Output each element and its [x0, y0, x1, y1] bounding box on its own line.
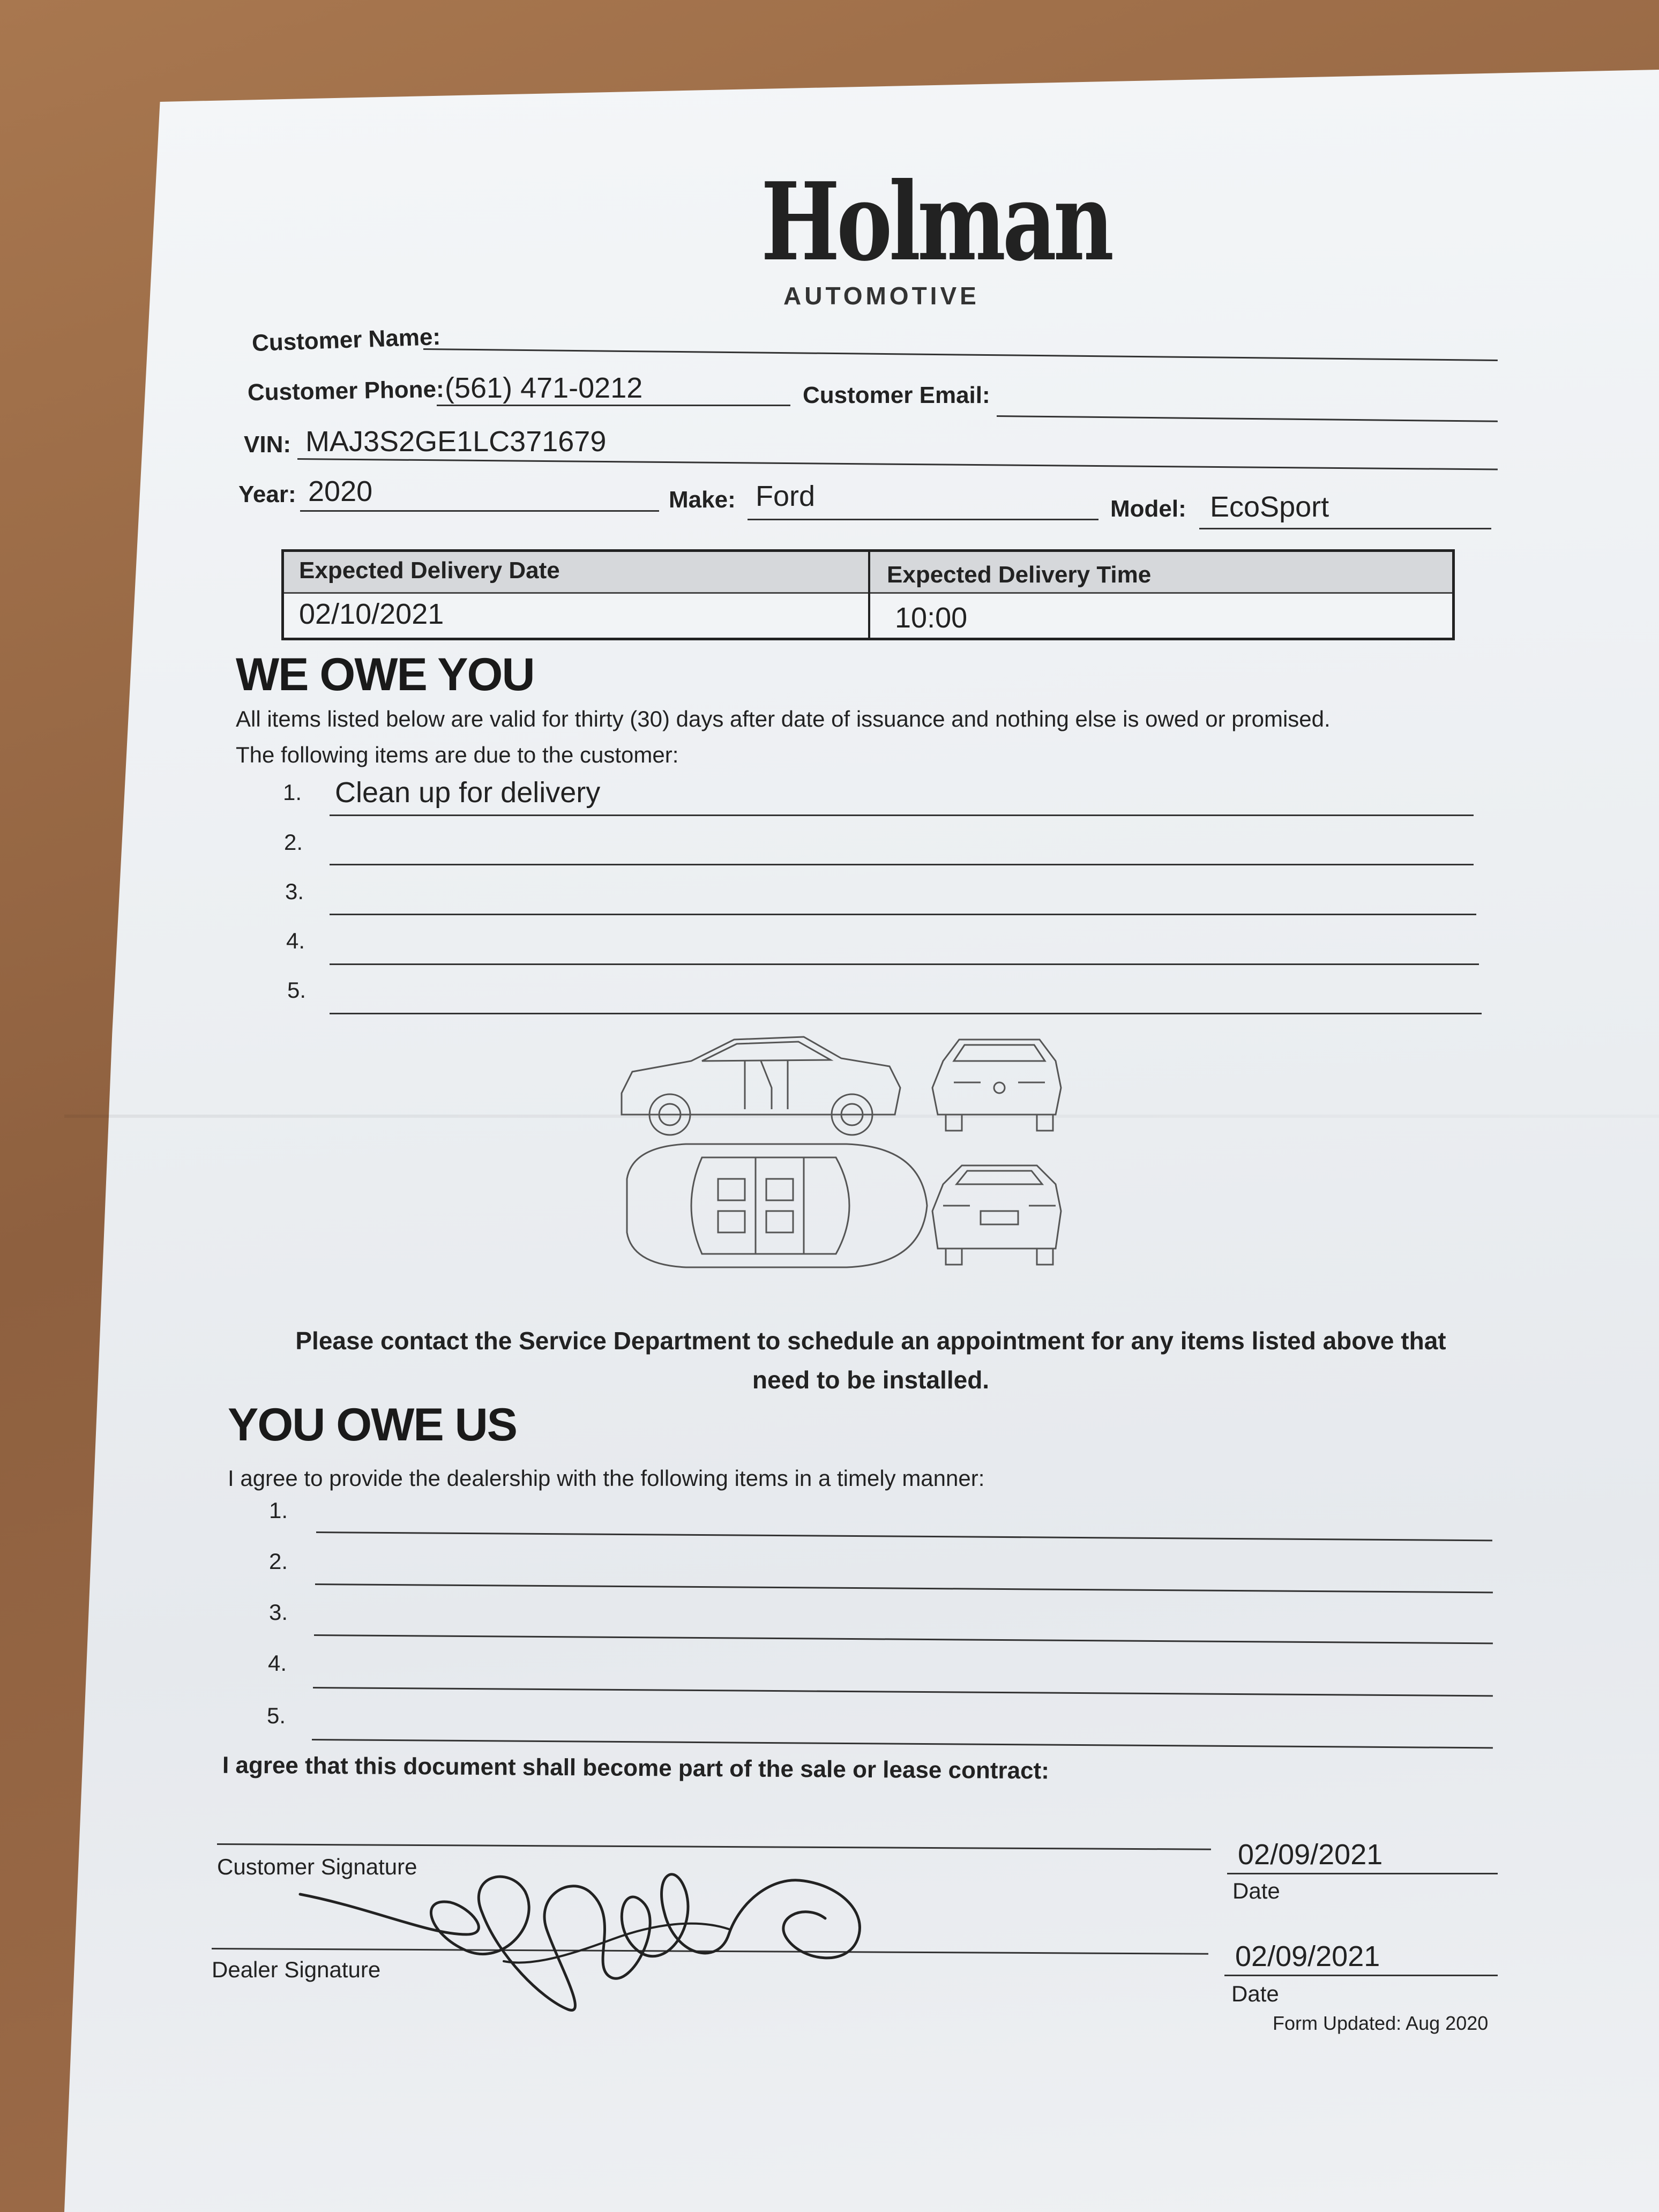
dealer-signature-label: Dealer Signature: [212, 1957, 381, 1982]
logo-wordmark: Holman: [761, 159, 1111, 285]
customer-signature-date-value: 02/09/2021: [1238, 1839, 1383, 1871]
we-owe-item-5-line: [330, 1013, 1482, 1014]
customer-email-label: Customer Email:: [803, 382, 990, 408]
agreement-text: I agree that this document shall become part of the sale or lease contract:: [222, 1752, 1050, 1784]
you-owe-us-heading: YOU OWE US: [228, 1399, 517, 1451]
car-side-view: [622, 1037, 900, 1135]
logo-subtitle: AUTOMOTIVE: [783, 282, 980, 310]
car-top-view: [627, 1144, 927, 1267]
delivery-time-label: Expected Delivery Time: [887, 562, 1152, 588]
you-owe-intro-text: I agree to provide the dealership with the following items in a timely manner:: [228, 1466, 985, 1491]
year-value: 2020: [308, 475, 373, 507]
vin-label: VIN:: [244, 431, 291, 458]
you-owe-item-3-number: 3.: [269, 1600, 288, 1625]
we-owe-you-heading: WE OWE YOU: [236, 649, 534, 700]
we-owe-intro-text: The following items are due to the customer:: [236, 742, 679, 767]
year-line: [300, 510, 659, 512]
dealer-date-label: Date: [1231, 1981, 1279, 2006]
you-owe-item-4-number: 4.: [268, 1650, 287, 1676]
make-value: Ford: [756, 480, 816, 512]
we-owe-item-3-line: [330, 914, 1476, 915]
delivery-box: [281, 549, 1455, 640]
we-owe-terms-text: All items listed below are valid for thirty (30) days after date of issuance and nothing else is owed or promised.: [236, 706, 1331, 731]
we-owe-item-1-number: 1.: [283, 780, 302, 805]
we-owe-item-4-number: 4.: [286, 928, 305, 953]
we-owe-item-1-text: Clean up for delivery: [335, 776, 601, 809]
vin-value: MAJ3S2GE1LC371679: [305, 425, 607, 458]
model-line: [1199, 528, 1491, 529]
customer-phone-value: (561) 471-0212: [445, 372, 643, 404]
delivery-date-value: 02/10/2021: [299, 598, 444, 630]
handwritten-signature: [289, 1843, 986, 2026]
customer-phone-label: Customer Phone:: [247, 376, 445, 406]
you-owe-item-5-number: 5.: [267, 1703, 286, 1728]
contact-note-line2: need to be installed.: [752, 1366, 990, 1394]
holman-logo: [761, 159, 1111, 285]
make-label: Make:: [669, 487, 736, 513]
customer-date-line: [1227, 1873, 1498, 1874]
model-value: EcoSport: [1210, 491, 1329, 523]
we-owe-item-3-number: 3.: [285, 879, 304, 904]
we-owe-item-4-line: [330, 963, 1479, 965]
customer-name-label: Customer Name:: [251, 323, 441, 357]
we-owe-item-2-number: 2.: [284, 829, 303, 855]
delivery-time-value: 10:00: [895, 602, 968, 634]
year-label: Year:: [238, 481, 296, 507]
make-line: [748, 519, 1098, 520]
contact-note-line1: Please contact the Service Department to schedule an appointment for any items listed above that: [295, 1327, 1446, 1355]
customer-date-label: Date: [1232, 1878, 1280, 1903]
form-updated-text: Form Updated: Aug 2020: [1273, 2012, 1489, 2034]
model-label: Model:: [1110, 496, 1186, 522]
vehicle-damage-diagram: [611, 1029, 1104, 1281]
dealer-date-line: [1224, 1975, 1498, 1976]
we-owe-item-5-number: 5.: [287, 977, 307, 1003]
delivery-box-divider: [868, 552, 870, 638]
car-front-view: [932, 1040, 1061, 1131]
customer-phone-line: [437, 405, 790, 406]
car-rear-view: [932, 1165, 1061, 1265]
delivery-date-label: Expected Delivery Date: [299, 557, 560, 584]
we-owe-item-2-line: [330, 864, 1474, 865]
you-owe-item-1-number: 1.: [269, 1498, 288, 1523]
customer-signature-label: Customer Signature: [217, 1854, 417, 1879]
dealer-signature-date-value: 02/09/2021: [1235, 1940, 1380, 1972]
we-owe-item-1-line: [330, 814, 1474, 816]
you-owe-item-2-number: 2.: [269, 1549, 288, 1574]
